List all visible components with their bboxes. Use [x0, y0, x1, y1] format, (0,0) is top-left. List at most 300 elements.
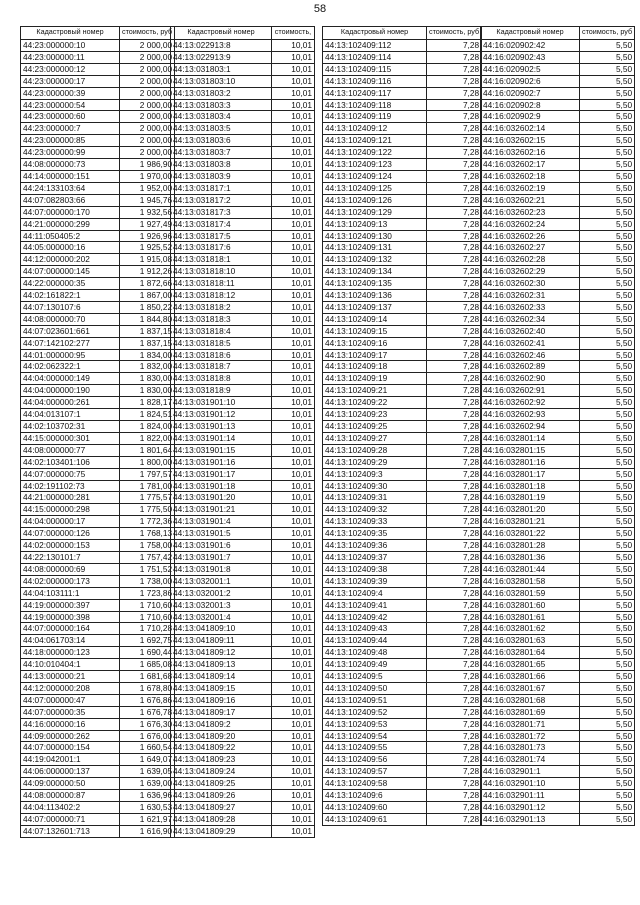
table-row	[481, 349, 635, 361]
cadastral-number-cell: 44:23:000000:7	[21, 123, 120, 135]
cadastral-number-cell: 44:23:000000:99	[21, 147, 120, 159]
table-row	[323, 766, 482, 778]
table-row	[21, 492, 175, 504]
cost-cell: 5,50	[580, 480, 635, 492]
cost-cell: 10,01	[272, 278, 315, 290]
cost-cell: 10,01	[272, 290, 315, 302]
table-row	[171, 278, 315, 290]
table-row	[21, 385, 175, 397]
table-row	[21, 51, 175, 63]
cost-cell: 10,01	[272, 111, 315, 123]
table-row	[323, 242, 482, 254]
col-header-cadastral: Кадастровый номер	[323, 27, 427, 40]
table-row	[323, 659, 482, 671]
table-row	[21, 671, 175, 683]
table-row	[21, 659, 175, 671]
table-row	[21, 432, 175, 444]
cost-cell: 10,01	[272, 397, 315, 409]
cost-cell: 7,28	[427, 409, 482, 421]
table-row	[171, 468, 315, 480]
cadastral-number-cell: 44:16:032801:74	[481, 754, 580, 766]
table-row	[21, 230, 175, 242]
cadastral-number-cell: 44:13:102409:41	[323, 599, 427, 611]
cost-cell: 10,01	[272, 599, 315, 611]
cost-cell: 1 925,52	[120, 242, 175, 254]
table-row	[481, 468, 635, 480]
table-row	[323, 432, 482, 444]
cost-cell: 5,50	[580, 194, 635, 206]
cadastral-number-cell: 44:16:032602:14	[481, 123, 580, 135]
table-row	[171, 659, 315, 671]
cost-cell: 5,50	[580, 313, 635, 325]
cost-cell: 1 801,64	[120, 444, 175, 456]
cadastral-number-cell: 44:06:000000:137	[21, 766, 120, 778]
cadastral-number-cell: 44:16:032602:90	[481, 373, 580, 385]
cadastral-number-cell: 44:04:061703:14	[21, 635, 120, 647]
table-row	[21, 611, 175, 623]
cost-cell: 7,28	[427, 242, 482, 254]
table-row	[171, 623, 315, 635]
table-row	[171, 373, 315, 385]
table-row	[481, 409, 635, 421]
table-row	[171, 63, 315, 75]
cost-cell: 7,28	[427, 694, 482, 706]
cadastral-number-cell: 44:13:031818:8	[171, 373, 272, 385]
cadastral-number-cell: 44:13:000000:21	[21, 671, 120, 683]
cost-cell: 10,01	[272, 611, 315, 623]
table-row	[171, 397, 315, 409]
table-row	[323, 266, 482, 278]
cadastral-number-cell: 44:16:020902:43	[481, 51, 580, 63]
table-row	[481, 790, 635, 802]
cadastral-number-cell: 44:13:102409:52	[323, 706, 427, 718]
cadastral-number-cell: 44:08:000000:73	[21, 159, 120, 171]
cost-cell: 7,28	[427, 563, 482, 575]
cadastral-number-cell: 44:13:031901:21	[171, 504, 272, 516]
table-row	[323, 540, 482, 552]
table-row	[21, 242, 175, 254]
cost-cell: 5,50	[580, 111, 635, 123]
cost-cell: 10,01	[272, 444, 315, 456]
cadastral-number-cell: 44:13:031901:18	[171, 480, 272, 492]
cadastral-number-cell: 44:13:102409:60	[323, 802, 427, 814]
cost-cell: 10,01	[272, 730, 315, 742]
cost-cell: 7,28	[427, 468, 482, 480]
table-row	[21, 813, 175, 825]
table-row	[481, 40, 635, 52]
cost-cell: 10,01	[272, 456, 315, 468]
cadastral-number-cell: 44:13:102409:39	[323, 575, 427, 587]
col-header-cost: стоимость, руб	[120, 27, 175, 40]
cadastral-number-cell: 44:18:000000:123	[21, 647, 120, 659]
cadastral-number-cell: 44:13:031803:6	[171, 135, 272, 147]
cost-cell: 10,01	[272, 694, 315, 706]
cadastral-number-cell: 44:13:031817:6	[171, 242, 272, 254]
cost-cell: 5,50	[580, 385, 635, 397]
cadastral-number-cell: 44:16:032901:11	[481, 790, 580, 802]
cadastral-number-cell: 44:07:000000:145	[21, 266, 120, 278]
cost-cell: 7,28	[427, 742, 482, 754]
cadastral-number-cell: 44:22:000000:35	[21, 278, 120, 290]
table-row	[21, 587, 175, 599]
cadastral-number-cell: 44:13:041809:2	[171, 718, 272, 730]
table-row	[171, 635, 315, 647]
cadastral-number-cell: 44:13:102409:132	[323, 254, 427, 266]
cadastral-table-3	[322, 26, 482, 826]
cadastral-number-cell: 44:16:032602:94	[481, 421, 580, 433]
cost-cell: 5,50	[580, 170, 635, 182]
cadastral-number-cell: 44:16:032602:23	[481, 206, 580, 218]
cadastral-number-cell: 44:13:031817:3	[171, 206, 272, 218]
table-row	[21, 575, 175, 587]
cadastral-number-cell: 44:13:031901:17	[171, 468, 272, 480]
cost-cell: 10,01	[272, 313, 315, 325]
cost-cell: 5,50	[580, 790, 635, 802]
cadastral-number-cell: 44:13:031818:2	[171, 301, 272, 313]
cadastral-number-cell: 44:16:032602:19	[481, 182, 580, 194]
table-row	[323, 468, 482, 480]
cost-cell: 7,28	[427, 206, 482, 218]
table-row	[323, 63, 482, 75]
cost-cell: 1 676,30	[120, 718, 175, 730]
cadastral-number-cell: 44:13:031818:12	[171, 290, 272, 302]
cost-cell: 1 824,00	[120, 421, 175, 433]
cadastral-number-cell: 44:13:022913:8	[171, 40, 272, 52]
cadastral-number-cell: 44:02:191102:73	[21, 480, 120, 492]
cost-cell: 10,01	[272, 63, 315, 75]
table-row	[481, 778, 635, 790]
cost-cell: 7,28	[427, 40, 482, 52]
cadastral-number-cell: 44:16:032602:46	[481, 349, 580, 361]
cost-cell: 2 000,00	[120, 63, 175, 75]
cost-cell: 1 844,80	[120, 313, 175, 325]
table-row	[323, 313, 482, 325]
cadastral-number-cell: 44:13:032001:3	[171, 599, 272, 611]
cost-cell: 1 832,00	[120, 361, 175, 373]
table-row	[323, 159, 482, 171]
cost-cell: 2 000,00	[120, 111, 175, 123]
table-row	[323, 182, 482, 194]
cadastral-number-cell: 44:13:102409:57	[323, 766, 427, 778]
table-row	[171, 111, 315, 123]
cadastral-number-cell: 44:13:102409:21	[323, 385, 427, 397]
table-row	[481, 742, 635, 754]
table-row	[21, 87, 175, 99]
cadastral-number-cell: 44:13:031901:13	[171, 421, 272, 433]
table-row	[171, 599, 315, 611]
cadastral-number-cell: 44:08:000000:69	[21, 563, 120, 575]
cadastral-number-cell: 44:13:102409:124	[323, 170, 427, 182]
table-row	[481, 754, 635, 766]
table-row	[21, 623, 175, 635]
cost-cell: 5,50	[580, 754, 635, 766]
cost-cell: 2 000,00	[120, 51, 175, 63]
cadastral-number-cell: 44:13:102409:116	[323, 75, 427, 87]
cadastral-number-cell: 44:23:000000:12	[21, 63, 120, 75]
table-row	[481, 540, 635, 552]
col-header-cost: стоимость, руб	[580, 27, 635, 40]
table-row	[323, 516, 482, 528]
table-row	[21, 444, 175, 456]
cadastral-number-cell: 44:13:102409:114	[323, 51, 427, 63]
cadastral-number-cell: 44:13:041809:12	[171, 647, 272, 659]
cost-cell: 7,28	[427, 230, 482, 242]
cost-cell: 7,28	[427, 313, 482, 325]
cost-cell: 5,50	[580, 611, 635, 623]
cadastral-number-cell: 44:13:031901:16	[171, 456, 272, 468]
cost-cell: 5,50	[580, 432, 635, 444]
cost-cell: 7,28	[427, 540, 482, 552]
cadastral-number-cell: 44:13:041809:14	[171, 671, 272, 683]
cadastral-number-cell: 44:14:000000:151	[21, 170, 120, 182]
cost-cell: 10,01	[272, 790, 315, 802]
table-row	[481, 361, 635, 373]
cadastral-number-cell: 44:16:032801:16	[481, 456, 580, 468]
cost-cell: 5,50	[580, 468, 635, 480]
cost-cell: 5,50	[580, 290, 635, 302]
cadastral-table-1	[20, 26, 175, 838]
table-row	[21, 504, 175, 516]
cost-cell: 10,01	[272, 337, 315, 349]
cost-cell: 1 639,05	[120, 766, 175, 778]
table-row	[481, 682, 635, 694]
cadastral-number-cell: 44:13:102409:135	[323, 278, 427, 290]
cadastral-number-cell: 44:16:032801:20	[481, 504, 580, 516]
cost-cell: 1 867,00	[120, 290, 175, 302]
cadastral-number-cell: 44:13:102409:53	[323, 718, 427, 730]
cadastral-number-cell: 44:13:031803:9	[171, 170, 272, 182]
cadastral-number-cell: 44:13:102409:117	[323, 87, 427, 99]
table-row	[171, 87, 315, 99]
cadastral-number-cell: 44:16:032602:93	[481, 409, 580, 421]
cadastral-number-cell: 44:23:000000:85	[21, 135, 120, 147]
table-row	[481, 492, 635, 504]
cadastral-number-cell: 44:02:062322:1	[21, 361, 120, 373]
table-row	[323, 444, 482, 456]
cost-cell: 7,28	[427, 51, 482, 63]
cadastral-number-cell: 44:13:031818:7	[171, 361, 272, 373]
table-row	[171, 230, 315, 242]
table-row	[481, 635, 635, 647]
table-row	[171, 444, 315, 456]
cost-cell: 5,50	[580, 325, 635, 337]
table-row	[481, 147, 635, 159]
table-row	[481, 444, 635, 456]
cost-cell: 1 676,78	[120, 706, 175, 718]
cost-cell: 7,28	[427, 421, 482, 433]
cost-cell: 5,50	[580, 421, 635, 433]
table-row	[21, 147, 175, 159]
cost-cell: 5,50	[580, 706, 635, 718]
table-row	[481, 575, 635, 587]
table-row	[21, 528, 175, 540]
cost-cell: 1 927,49	[120, 218, 175, 230]
cadastral-number-cell: 44:16:020902:7	[481, 87, 580, 99]
table-row	[481, 802, 635, 814]
table-row	[171, 182, 315, 194]
cost-cell: 1 692,75	[120, 635, 175, 647]
cadastral-number-cell: 44:13:102409:14	[323, 313, 427, 325]
cost-cell: 7,28	[427, 599, 482, 611]
cadastral-number-cell: 44:02:103702:31	[21, 421, 120, 433]
cost-cell: 5,50	[580, 492, 635, 504]
table-row	[481, 242, 635, 254]
cost-cell: 10,01	[272, 766, 315, 778]
table-row	[481, 182, 635, 194]
table-row	[21, 790, 175, 802]
cadastral-number-cell: 44:13:031901:7	[171, 551, 272, 563]
table-row	[21, 278, 175, 290]
table-row	[21, 111, 175, 123]
cost-cell: 1 834,00	[120, 349, 175, 361]
cadastral-number-cell: 44:13:041809:11	[171, 635, 272, 647]
cadastral-number-cell: 44:16:020902:9	[481, 111, 580, 123]
cadastral-number-cell: 44:13:102409:43	[323, 623, 427, 635]
cost-cell: 5,50	[580, 206, 635, 218]
cadastral-number-cell: 44:04:013107:1	[21, 409, 120, 421]
cadastral-number-cell: 44:13:102409:118	[323, 99, 427, 111]
cost-cell: 5,50	[580, 147, 635, 159]
cost-cell: 1 850,22	[120, 301, 175, 313]
cadastral-number-cell: 44:13:102409:36	[323, 540, 427, 552]
cadastral-number-cell: 44:16:032801:58	[481, 575, 580, 587]
cost-cell: 2 000,00	[120, 87, 175, 99]
table-row	[481, 254, 635, 266]
cadastral-number-cell: 44:16:032801:63	[481, 635, 580, 647]
cost-cell: 7,28	[427, 813, 482, 825]
table-row	[323, 325, 482, 337]
cadastral-number-cell: 44:21:000000:281	[21, 492, 120, 504]
table-row	[323, 647, 482, 659]
cost-cell: 7,28	[427, 278, 482, 290]
cost-cell: 5,50	[580, 278, 635, 290]
cadastral-number-cell: 44:22:130101:7	[21, 551, 120, 563]
cadastral-number-cell: 44:16:032602:34	[481, 313, 580, 325]
table-row	[21, 635, 175, 647]
cadastral-number-cell: 44:13:102409:129	[323, 206, 427, 218]
cadastral-number-cell: 44:16:032801:18	[481, 480, 580, 492]
cadastral-number-cell: 44:13:102409:56	[323, 754, 427, 766]
cadastral-number-cell: 44:13:031803:1	[171, 63, 272, 75]
cost-cell: 5,50	[580, 766, 635, 778]
cadastral-number-cell: 44:13:031901:5	[171, 528, 272, 540]
cadastral-number-cell: 44:04:000000:261	[21, 397, 120, 409]
table-row	[171, 790, 315, 802]
table-row	[21, 742, 175, 754]
table-row	[171, 421, 315, 433]
table-row	[171, 825, 315, 837]
cadastral-number-cell: 44:16:020902:42	[481, 40, 580, 52]
cadastral-number-cell: 44:16:032801:72	[481, 730, 580, 742]
table-row	[21, 63, 175, 75]
table-row	[171, 551, 315, 563]
table-row	[481, 135, 635, 147]
cadastral-number-cell: 44:15:000000:301	[21, 432, 120, 444]
cost-cell: 5,50	[580, 456, 635, 468]
cadastral-number-cell: 44:16:032602:26	[481, 230, 580, 242]
cadastral-number-cell: 44:16:032801:68	[481, 694, 580, 706]
cost-cell: 10,01	[272, 647, 315, 659]
cadastral-number-cell: 44:19:000000:398	[21, 611, 120, 623]
cost-cell: 10,01	[272, 301, 315, 313]
cost-cell: 5,50	[580, 504, 635, 516]
table-row	[481, 730, 635, 742]
cadastral-number-cell: 44:13:022913:9	[171, 51, 272, 63]
table-row	[21, 516, 175, 528]
cost-cell: 5,50	[580, 671, 635, 683]
table-row	[481, 123, 635, 135]
table-row	[323, 599, 482, 611]
table-row	[481, 218, 635, 230]
cost-cell: 10,01	[272, 635, 315, 647]
cost-cell: 10,01	[272, 718, 315, 730]
table-row	[481, 278, 635, 290]
cost-cell: 7,28	[427, 671, 482, 683]
table-row	[21, 313, 175, 325]
cost-cell: 5,50	[580, 397, 635, 409]
cadastral-number-cell: 44:15:000000:298	[21, 504, 120, 516]
table-row	[171, 254, 315, 266]
table-row	[21, 254, 175, 266]
cost-cell: 1 932,56	[120, 206, 175, 218]
cost-cell: 10,01	[272, 325, 315, 337]
cost-cell: 1 681,68	[120, 671, 175, 683]
table-row	[21, 599, 175, 611]
table-row	[171, 266, 315, 278]
cost-cell: 5,50	[580, 230, 635, 242]
cadastral-number-cell: 44:13:102409:19	[323, 373, 427, 385]
cadastral-number-cell: 44:08:000000:70	[21, 313, 120, 325]
cost-cell: 10,01	[272, 349, 315, 361]
cadastral-number-cell: 44:16:032602:16	[481, 147, 580, 159]
cadastral-number-cell: 44:16:032901:1	[481, 766, 580, 778]
table-row	[323, 575, 482, 587]
cost-cell: 1 676,00	[120, 730, 175, 742]
cost-cell: 1 775,50	[120, 504, 175, 516]
cadastral-number-cell: 44:13:032001:4	[171, 611, 272, 623]
cadastral-number-cell: 44:12:000000:208	[21, 682, 120, 694]
cadastral-number-cell: 44:13:102409:29	[323, 456, 427, 468]
cost-cell: 7,28	[427, 659, 482, 671]
cost-cell: 7,28	[427, 766, 482, 778]
cadastral-number-cell: 44:16:020902:6	[481, 75, 580, 87]
cadastral-number-cell: 44:13:031818:4	[171, 325, 272, 337]
table-row	[481, 623, 635, 635]
cadastral-number-cell: 44:02:161822:1	[21, 290, 120, 302]
table-row	[21, 563, 175, 575]
cadastral-number-cell: 44:13:102409:123	[323, 159, 427, 171]
cost-cell: 10,01	[272, 682, 315, 694]
cadastral-number-cell: 44:13:102409:115	[323, 63, 427, 75]
table-row	[323, 421, 482, 433]
table-row	[481, 480, 635, 492]
cadastral-number-cell: 44:13:102409:17	[323, 349, 427, 361]
cost-cell: 10,01	[272, 575, 315, 587]
cost-cell: 7,28	[427, 337, 482, 349]
table-row	[21, 682, 175, 694]
table-row	[171, 40, 315, 52]
cost-cell: 10,01	[272, 480, 315, 492]
cost-cell: 7,28	[427, 111, 482, 123]
cadastral-number-cell: 44:16:000000:16	[21, 718, 120, 730]
cadastral-number-cell: 44:23:000000:60	[21, 111, 120, 123]
cadastral-number-cell: 44:16:032801:67	[481, 682, 580, 694]
cadastral-number-cell: 44:13:102409:55	[323, 742, 427, 754]
cost-cell: 5,50	[580, 718, 635, 730]
table-row	[323, 706, 482, 718]
cadastral-table-4	[480, 26, 635, 826]
cost-cell: 5,50	[580, 254, 635, 266]
